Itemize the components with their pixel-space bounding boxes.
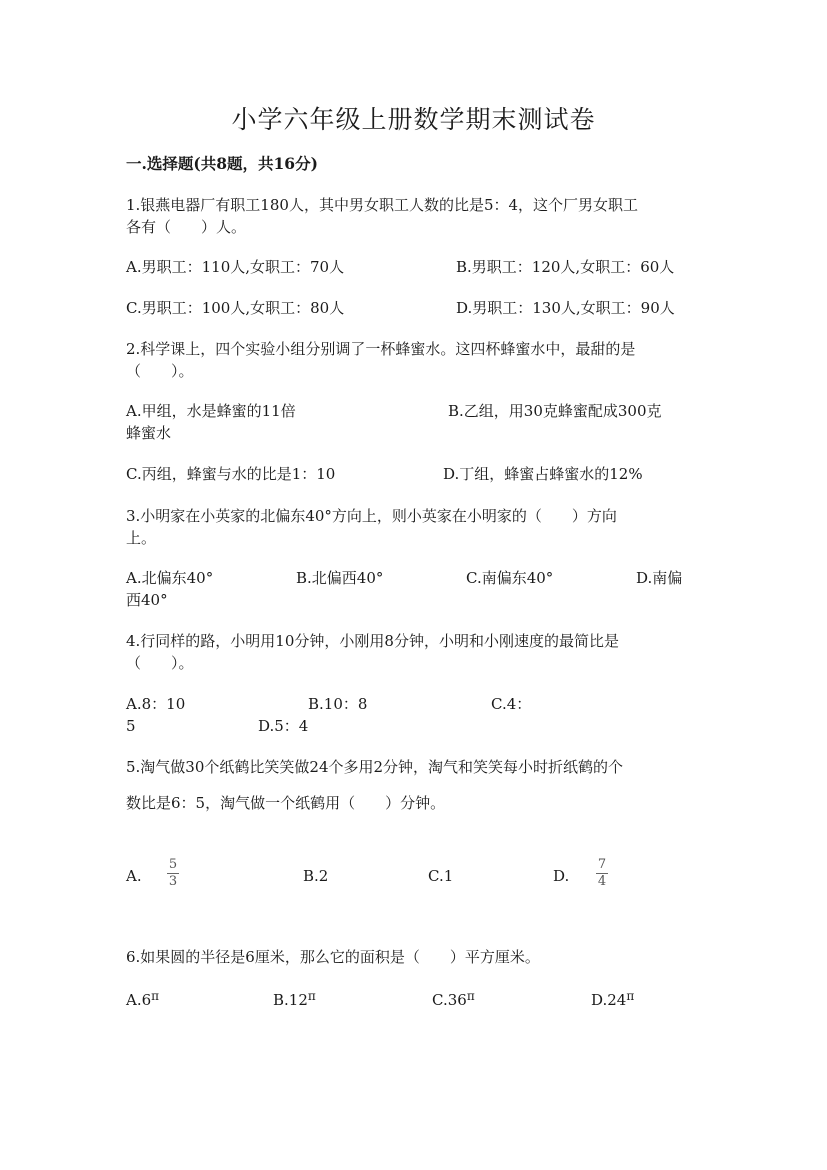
question-4-option-c: C.4： xyxy=(491,695,532,713)
option-label: D.24 xyxy=(591,991,627,1009)
question-1-option-b: B.男职工：120人,女职工：60人 xyxy=(456,258,675,276)
question-4-option-d: D.5：4 xyxy=(258,717,309,735)
question-2-option-c: C.丙组，蜂蜜与水的比是1：10 xyxy=(126,465,336,483)
question-6-option-a xyxy=(126,989,159,1012)
question-4-text: 4.行同样的路，小明用10分钟，小刚用8分钟，小明和小刚速度的最简比是 xyxy=(126,632,619,650)
question-3-text-cont: 上。 xyxy=(126,529,157,547)
question-6-option-c xyxy=(432,989,475,1012)
question-4-text-cont: （ ）。 xyxy=(126,654,194,672)
question-2-option-b-cont: 蜂蜜水 xyxy=(126,424,172,442)
question-5-option-b: B.2 xyxy=(303,867,329,885)
question-3-option-b: B.北偏西40° xyxy=(296,569,384,587)
question-1-option-c: C.男职工：100人,女职工：80人 xyxy=(126,299,345,317)
page-title: 小学六年级上册数学期末测试卷 xyxy=(231,105,596,134)
question-5-option-d: D. xyxy=(553,867,570,885)
question-1-option-d: D.男职工：130人,女职工：90人 xyxy=(456,299,675,317)
fraction-five-thirds xyxy=(167,858,179,889)
pi-symbol: π xyxy=(151,989,160,1003)
fraction-numerator: 7 xyxy=(597,857,607,872)
question-5-option-a: A. xyxy=(126,867,142,885)
question-1-text-cont: 各有（ ）人。 xyxy=(126,218,247,236)
option-label: C.36 xyxy=(432,991,467,1009)
question-2-text-cont: （ ）。 xyxy=(126,362,194,380)
question-1-option-a: A.男职工：110人,女职工：70人 xyxy=(126,258,345,276)
question-2-option-b: B.乙组，用30克蜂蜜配成300克 xyxy=(448,402,662,420)
question-3-option-a: A.北偏东40° xyxy=(126,569,214,587)
question-6-option-b xyxy=(273,989,316,1012)
question-6-text: 6.如果圆的半径是6厘米，那么它的面积是（ ）平方厘米。 xyxy=(126,948,540,966)
question-3-text: 3.小明家在小英家的北偏东40°方向上，则小英家在小明家的（ ）方向 xyxy=(126,507,617,525)
question-2-option-d: D.丁组，蜂蜜占蜂蜜水的12% xyxy=(443,465,643,483)
question-3-option-d: D.南偏 xyxy=(636,569,683,587)
fraction-denominator: 4 xyxy=(597,874,607,889)
fraction-numerator: 5 xyxy=(168,857,178,872)
section-heading: 一.选择题(共8题，共16分) xyxy=(126,154,318,173)
question-6-option-d xyxy=(591,989,634,1012)
question-5-text-cont: 数比是6：5，淘气做一个纸鹤用（ ）分钟。 xyxy=(126,794,446,812)
option-label: A.6 xyxy=(126,991,152,1009)
question-4-option-c-cont: 5 xyxy=(126,717,136,735)
question-3-option-c: C.南偏东40° xyxy=(466,569,554,587)
pi-symbol: π xyxy=(626,989,635,1003)
fraction-seven-fourths xyxy=(596,858,608,889)
question-5-option-c: C.1 xyxy=(428,867,454,885)
question-3-option-d-cont: 西40° xyxy=(126,591,168,609)
question-4-option-b: B.10：8 xyxy=(308,695,368,713)
pi-symbol: π xyxy=(466,989,475,1003)
question-2-text: 2.科学课上，四个实验小组分别调了一杯蜂蜜水。这四杯蜂蜜水中，最甜的是 xyxy=(126,340,636,358)
fraction-denominator: 3 xyxy=(168,874,178,889)
pi-symbol: π xyxy=(307,989,316,1003)
question-1-text: 1.银燕电器厂有职工180人，其中男女职工人数的比是5：4，这个厂男女职工 xyxy=(126,196,639,214)
question-5-text: 5.淘气做30个纸鹤比笑笑做24个多用2分钟，淘气和笑笑每小时折纸鹤的个 xyxy=(126,758,624,776)
question-2-option-a: A.甲组，水是蜂蜜的11倍 xyxy=(126,402,296,420)
question-4-option-a: A.8：10 xyxy=(126,695,186,713)
option-label: B.12 xyxy=(273,991,308,1009)
